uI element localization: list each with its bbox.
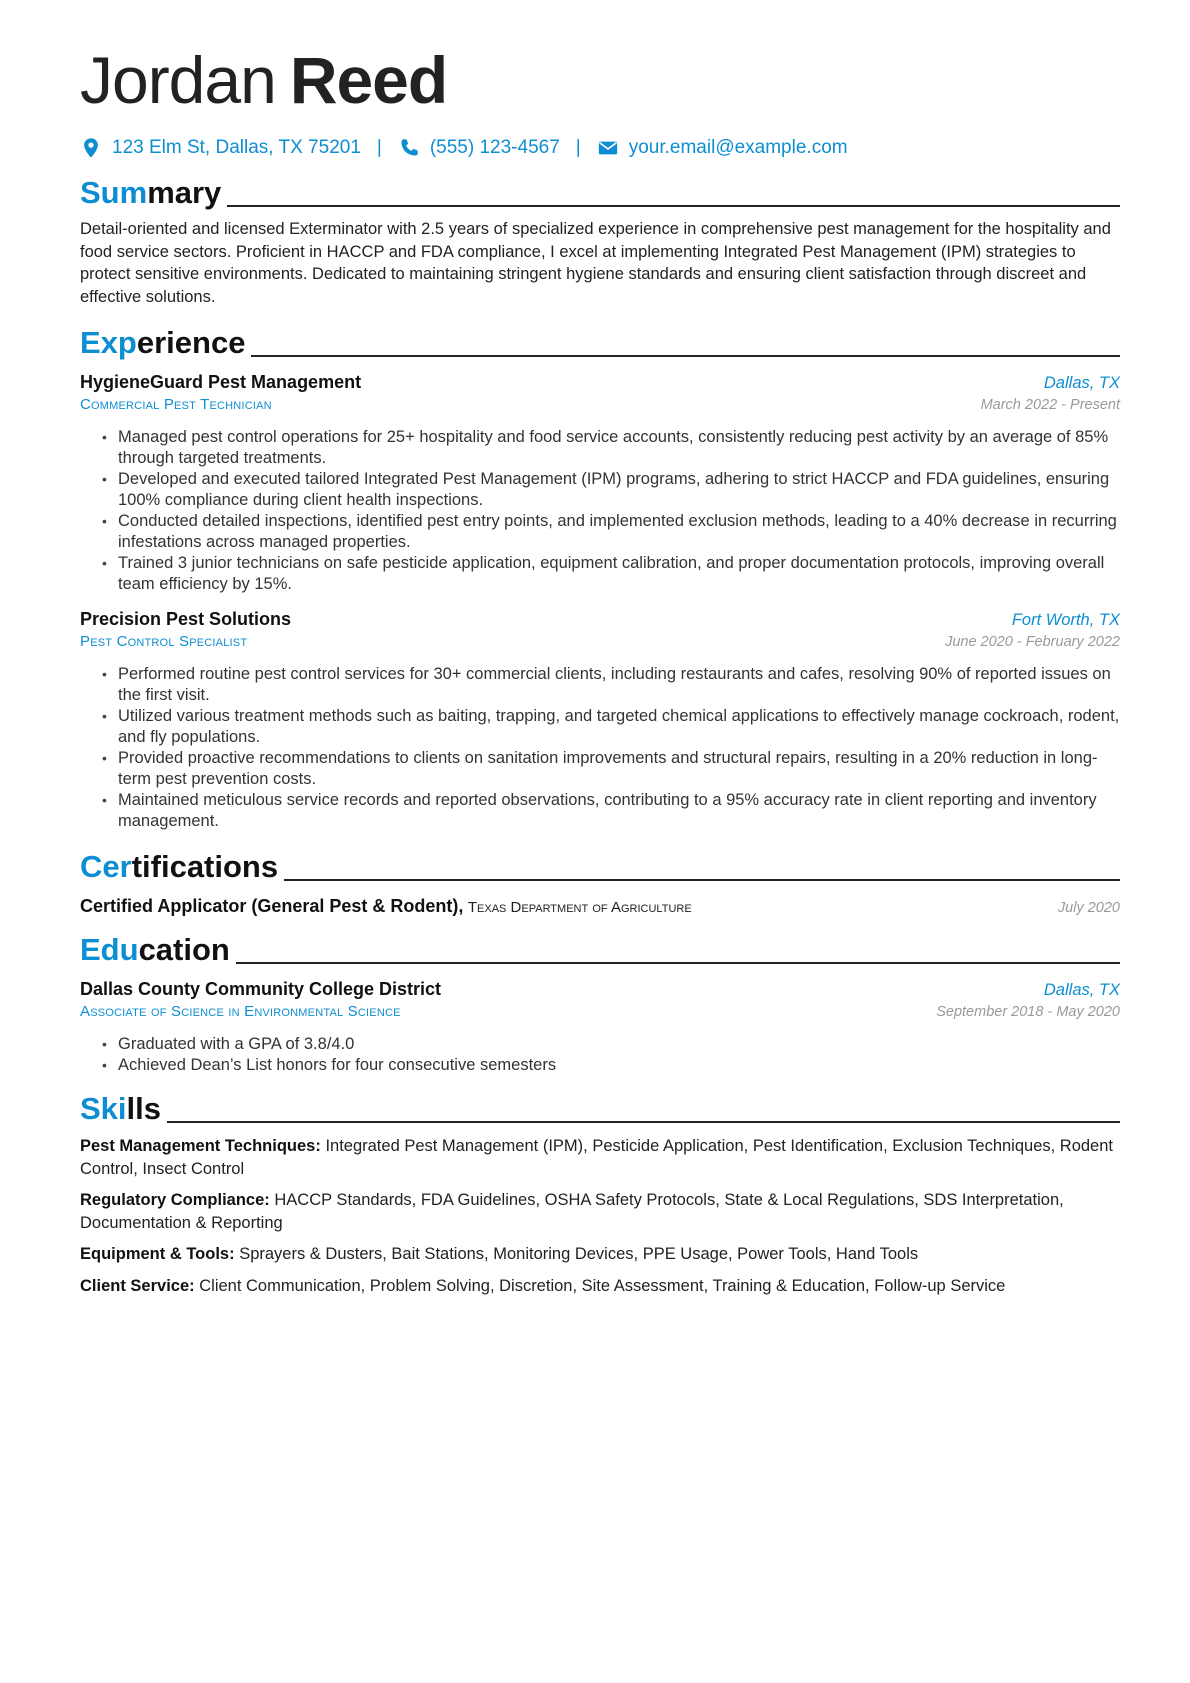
summary-text: Detail-oriented and licensed Exterminator with 2.5 years of specialized experience in comprehensive pest management for the hospitality and food service sectors. Proficient in HACCP and FDA compliance, I excel at implementing Integrated Pest Management (IPM) strategies to protect sensitive environments. Dedicated to maintaining stringent hygiene standards and ensuring client satisfaction through discreet and effective solutions.: [80, 220, 1111, 306]
education-dates: September 2018 - May 2020: [936, 1004, 1120, 1020]
job-location: Fort Worth, TX: [1011, 611, 1120, 629]
list-item: • Trained 3 junior technicians on safe pesticide application, equipment calibration, and proper documentation protocols, improving overall team efficiency by 15%.: [102, 553, 1120, 595]
education-heading: [80, 929, 1120, 967]
email-link[interactable]: your.email@example.com: [628, 137, 848, 158]
degree-name: Associate of Science in Environmental Science: [80, 1003, 401, 1020]
skills-heading: [80, 1088, 1120, 1126]
company-name: HygieneGuard Pest Management: [80, 372, 362, 392]
education-entry: [80, 979, 1120, 1076]
skill-value: Client Communication, Problem Solving, Discretion, Site Assessment, Training & Education, Follow-up Service: [199, 1276, 1006, 1295]
section-rule: [167, 1121, 1120, 1123]
address-text: 123 Elm St, Dallas, TX 75201: [112, 137, 361, 158]
certification-comma: ,: [458, 896, 464, 916]
resume-page: [80, 40, 1120, 1297]
experience-title-accent: Exp: [80, 325, 137, 360]
contact-separator: |: [376, 137, 382, 158]
section-rule: [236, 962, 1120, 964]
phone-icon: [398, 137, 420, 159]
skill-value: Integrated Pest Management (IPM), Pesticide Application, Pest Identification, Exclusion Techniques, Rodent Control, Insect Control: [80, 1137, 1113, 1178]
certification-issuer: Texas Department of Agriculture: [467, 899, 692, 916]
list-item: • Maintained meticulous service records and reported observations, contributing to a 95% accuracy rate in client reporting and inventory management.: [102, 790, 1120, 832]
job-role: Pest Control Specialist: [80, 633, 248, 650]
skill-label: Pest Management Techniques:: [80, 1137, 321, 1155]
contact-bar: [80, 134, 1120, 162]
skill-row: [80, 1135, 1120, 1180]
list-item: • Conducted detailed inspections, identified pest entry points, and implemented exclusion methods, leading to a 40% decrease in recurring infestations across managed properties.: [102, 511, 1120, 553]
school-location: Dallas, TX: [1043, 981, 1120, 999]
candidate-name: [80, 40, 1120, 120]
experience-heading: [80, 322, 1120, 360]
certifications-title-accent: Cer: [80, 849, 132, 884]
skill-value: HACCP Standards, FDA Guidelines, OSHA Safety Protocols, State & Local Regulations, SDS Interpretation, Documentation & Reporting: [80, 1191, 1064, 1232]
last-name: Reed: [289, 43, 448, 117]
list-item: • Utilized various treatment methods such as baiting, trapping, and targeted chemical applications to effectively manage cockroach, rodent, and fly populations.: [102, 706, 1120, 748]
certification-date: July 2020: [1057, 900, 1120, 916]
experience-title-rest: erience: [136, 325, 246, 360]
job-bullets: [80, 427, 1120, 595]
contact-separator: |: [575, 137, 581, 158]
certification-entry: [80, 896, 1120, 917]
skill-row: [80, 1243, 1120, 1266]
skill-label: Equipment & Tools:: [80, 1245, 235, 1263]
section-rule: [227, 205, 1120, 207]
school-name: Dallas County Community College District: [80, 979, 442, 999]
envelope-icon: [597, 137, 619, 159]
list-item: • Provided proactive recommendations to clients on sanitation improvements and structural repairs, resulting in a 20% reduction in long-term pest prevention costs.: [102, 748, 1120, 790]
map-marker-icon: [80, 137, 102, 159]
summary-title-accent: Sum: [80, 175, 148, 210]
skill-value: Sprayers & Dusters, Bait Stations, Monitoring Devices, PPE Usage, Power Tools, Hand Tools: [239, 1245, 919, 1263]
certifications-title-rest: tifications: [131, 849, 279, 884]
company-name: Precision Pest Solutions: [80, 609, 292, 629]
summary-heading: [80, 172, 1120, 210]
summary-title-rest: mary: [147, 175, 222, 210]
section-rule: [284, 879, 1120, 881]
skill-label: Regulatory Compliance:: [80, 1191, 270, 1209]
skills-title-accent: Ski: [80, 1091, 127, 1126]
skill-row: [80, 1275, 1120, 1298]
certifications-heading: [80, 846, 1120, 884]
job-role: Commercial Pest Technician: [80, 396, 272, 413]
job-dates: June 2020 - February 2022: [945, 634, 1120, 650]
list-item: • Performed routine pest control services for 30+ commercial clients, including restaurants and cafes, resolving 90% of reported issues on the first visit.: [102, 664, 1120, 706]
education-title-rest: cation: [138, 932, 230, 967]
job-dates: March 2022 - Present: [980, 397, 1120, 413]
certification-name: Certified Applicator (General Pest & Rodent): [80, 896, 459, 916]
skill-row: [80, 1189, 1120, 1234]
list-item: • Developed and executed tailored Integrated Pest Management (IPM) programs, adhering to strict HACCP and FDA guidelines, ensuring 100% compliance during client health inspections.: [102, 469, 1120, 511]
section-rule: [251, 355, 1120, 357]
job-entry: [80, 609, 1120, 832]
phone-text: (555) 123-4567: [429, 137, 560, 158]
education-bullets: [80, 1034, 1120, 1076]
skill-label: Client Service:: [80, 1276, 195, 1295]
first-name: Jordan: [80, 43, 276, 117]
job-bullets: [80, 664, 1120, 832]
job-location: Dallas, TX: [1043, 374, 1120, 392]
list-item: • Managed pest control operations for 25+ hospitality and food service accounts, consistently reducing pest activity by an average of 85% through targeted treatments.: [102, 427, 1120, 469]
list-item: • Graduated with a GPA of 3.8/4.0: [102, 1034, 1120, 1055]
education-title-accent: Edu: [80, 932, 139, 967]
skills-title-rest: lls: [126, 1091, 161, 1126]
job-entry: [80, 372, 1120, 595]
list-item: • Achieved Dean’s List honors for four consecutive semesters: [102, 1055, 1120, 1076]
